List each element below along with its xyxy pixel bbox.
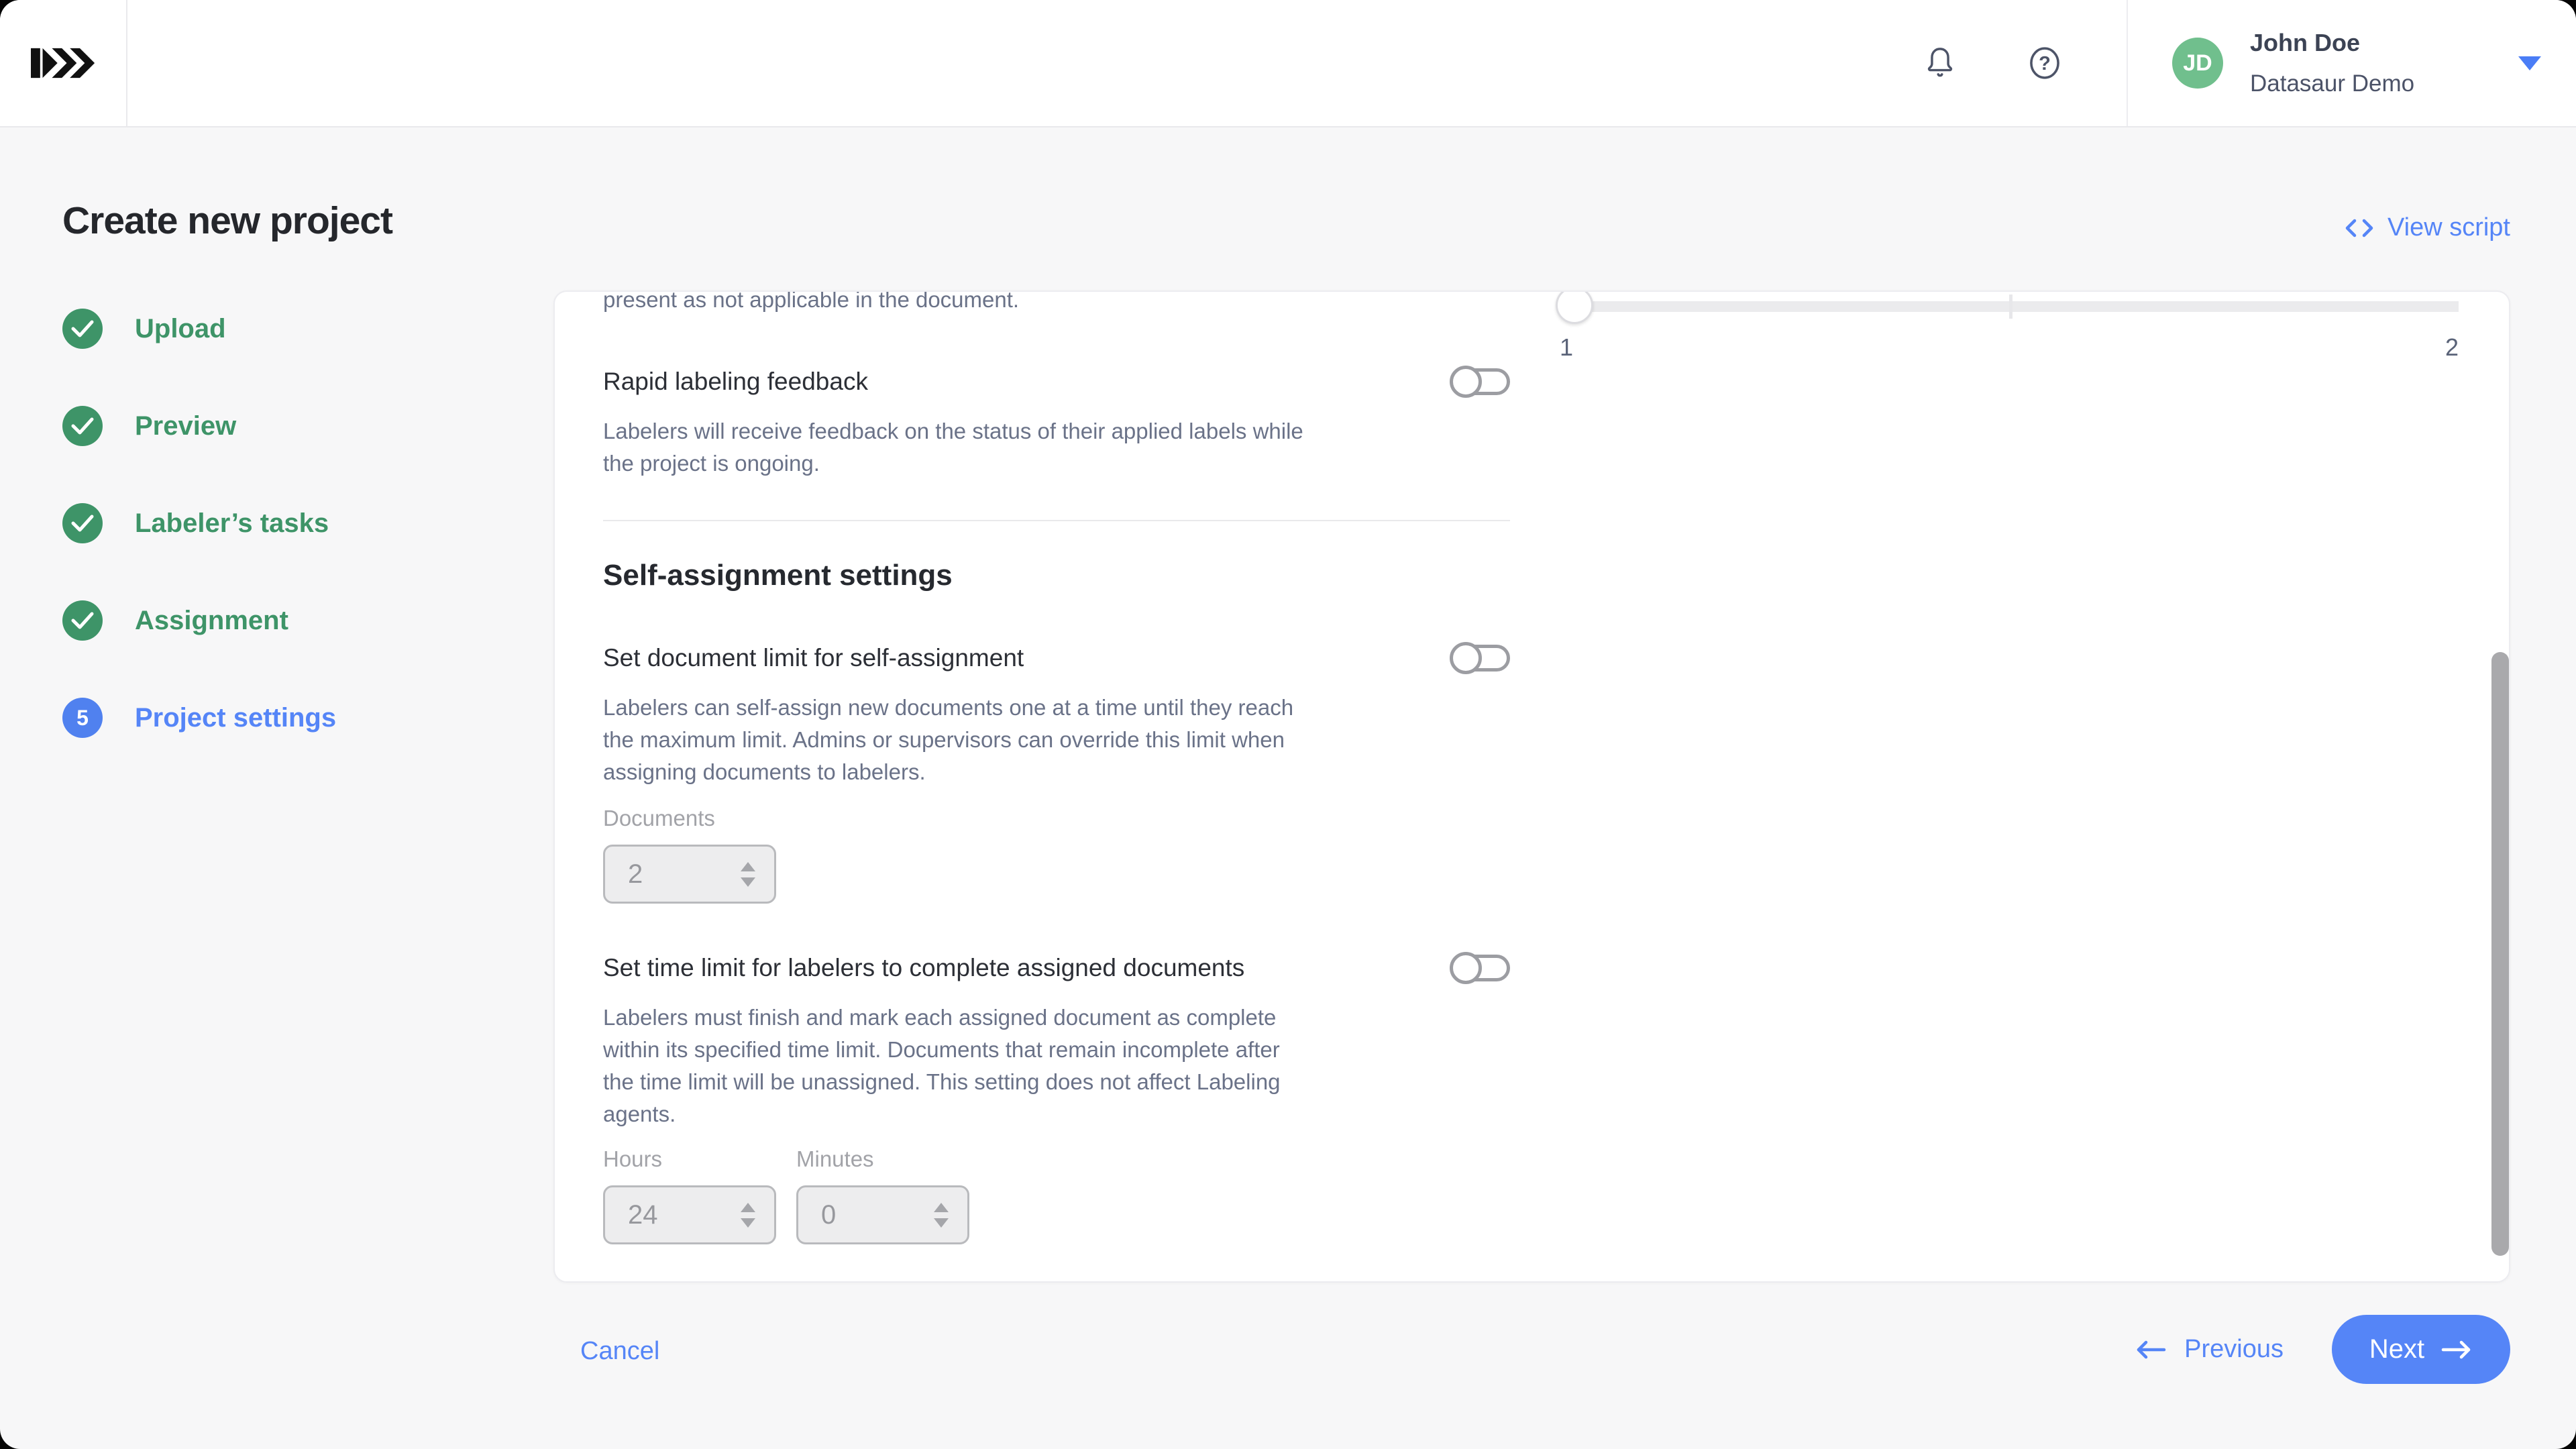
time-inputs-row [603, 1172, 1510, 1244]
check-circle-icon [62, 406, 103, 446]
minutes-value: 0 [821, 1199, 837, 1230]
documents-label: Documents [603, 806, 715, 830]
hours-value: 24 [628, 1199, 658, 1230]
account-info[interactable] [2250, 27, 2451, 99]
settings-content [603, 290, 1510, 1244]
previous-label: Previous [2184, 1335, 2284, 1363]
hours-input [603, 1185, 776, 1244]
step-preview[interactable] [62, 406, 336, 446]
documents-input [603, 845, 776, 904]
stepper-up-icon [741, 862, 755, 871]
doc-limit-title: Set document limit for self-assignment [603, 644, 1024, 672]
clipped-text: present as not applicable in the document. [603, 290, 1020, 312]
check-circle-icon [62, 309, 103, 349]
step-labelers-tasks[interactable] [62, 503, 336, 543]
wizard-stepper [62, 309, 336, 795]
view-script-label: View script [2387, 213, 2510, 241]
stepper-up-icon [741, 1203, 755, 1212]
step-label: Upload [135, 313, 226, 343]
slider-max-label: 2 [2445, 333, 2459, 361]
step-number-badge: 5 [62, 698, 103, 738]
check-circle-icon [62, 600, 103, 641]
step-label: Labeler’s tasks [135, 508, 329, 538]
time-field-labels [603, 1146, 1510, 1172]
rapid-feedback-row [603, 366, 1510, 398]
workspace-name: Datasaur Demo [2250, 70, 2415, 97]
doc-limit-toggle[interactable] [1450, 642, 1510, 674]
time-limit-toggle[interactable] [1450, 952, 1510, 984]
next-button[interactable] [2332, 1315, 2510, 1384]
svg-text:?: ? [2039, 52, 2051, 74]
time-limit-row [603, 952, 1510, 984]
datasaur-logo[interactable] [0, 0, 127, 126]
check-circle-icon [62, 503, 103, 543]
time-limit-description: Labelers must finish and mark each assigned document as complete within its specified time limit. Documents that remain incomplete after the time limit will be unassigned. This setting does not affect Labeling agents. [603, 1005, 1281, 1126]
toggle-knob [1450, 642, 1482, 674]
top-header [0, 0, 2576, 127]
header-divider [2127, 0, 2128, 126]
help-icon[interactable] [2025, 43, 2065, 83]
section-divider [603, 520, 1510, 521]
stepper-down-icon [741, 1218, 755, 1228]
stepper-arrows-icon [741, 1187, 755, 1242]
page-title: Create new project [62, 199, 392, 242]
step-assignment[interactable] [62, 600, 336, 641]
notifications-bell-icon[interactable] [1920, 43, 1960, 83]
step-label: Assignment [135, 605, 288, 635]
slider-min-label: 1 [1560, 333, 1574, 361]
cancel-link[interactable]: Cancel [580, 1337, 660, 1365]
time-limit-title: Set time limit for labelers to complete assigned documents [603, 954, 1245, 981]
view-script-link[interactable] [2345, 213, 2510, 242]
step-project-settings[interactable] [62, 698, 336, 738]
rapid-feedback-description: Labelers will receive feedback on the status of their applied labels while the project is ongoing. [603, 419, 1303, 476]
documents-value: 2 [628, 859, 643, 889]
stepper-up-icon [934, 1203, 949, 1212]
caret-down-icon[interactable] [2518, 56, 2541, 70]
footer-actions [2135, 1315, 2510, 1384]
consensus-slider [1562, 292, 2461, 379]
toggle-knob [1450, 366, 1482, 398]
rapid-feedback-toggle[interactable] [1450, 366, 1510, 398]
datasaur-logo-icon [31, 47, 95, 79]
slider-knob[interactable] [1556, 290, 1593, 324]
stepper-arrows-icon [934, 1187, 949, 1242]
section-heading: Self-assignment settings [603, 559, 953, 592]
rapid-feedback-title: Rapid labeling feedback [603, 368, 868, 395]
toggle-knob [1450, 952, 1482, 984]
stepper-down-icon [934, 1218, 949, 1228]
minutes-input [796, 1185, 969, 1244]
slider-tick [2009, 294, 2012, 319]
right-arrow-icon [2440, 1340, 2473, 1360]
doc-limit-row [603, 642, 1510, 674]
left-arrow-icon [2135, 1340, 2167, 1360]
code-icon [2345, 218, 2374, 238]
scrollbar-thumb[interactable] [2491, 652, 2509, 1256]
step-upload[interactable] [62, 309, 336, 349]
next-label: Next [2369, 1334, 2425, 1364]
stepper-arrows-icon [741, 847, 755, 902]
avatar[interactable]: JD [2172, 38, 2223, 89]
previous-link[interactable] [2135, 1335, 2284, 1364]
step-label: Project settings [135, 702, 337, 733]
stepper-down-icon [741, 877, 755, 887]
doc-limit-description: Labelers can self-assign new documents one at a time until they reach the maximum limit. Admins or supervisors can override this limit when assigning documents to labelers. [603, 695, 1294, 784]
hours-label: Hours [603, 1146, 663, 1171]
minutes-label: Minutes [796, 1146, 874, 1171]
step-label: Preview [135, 411, 237, 441]
settings-card [553, 290, 2510, 1283]
user-name: John Doe [2250, 29, 2361, 56]
